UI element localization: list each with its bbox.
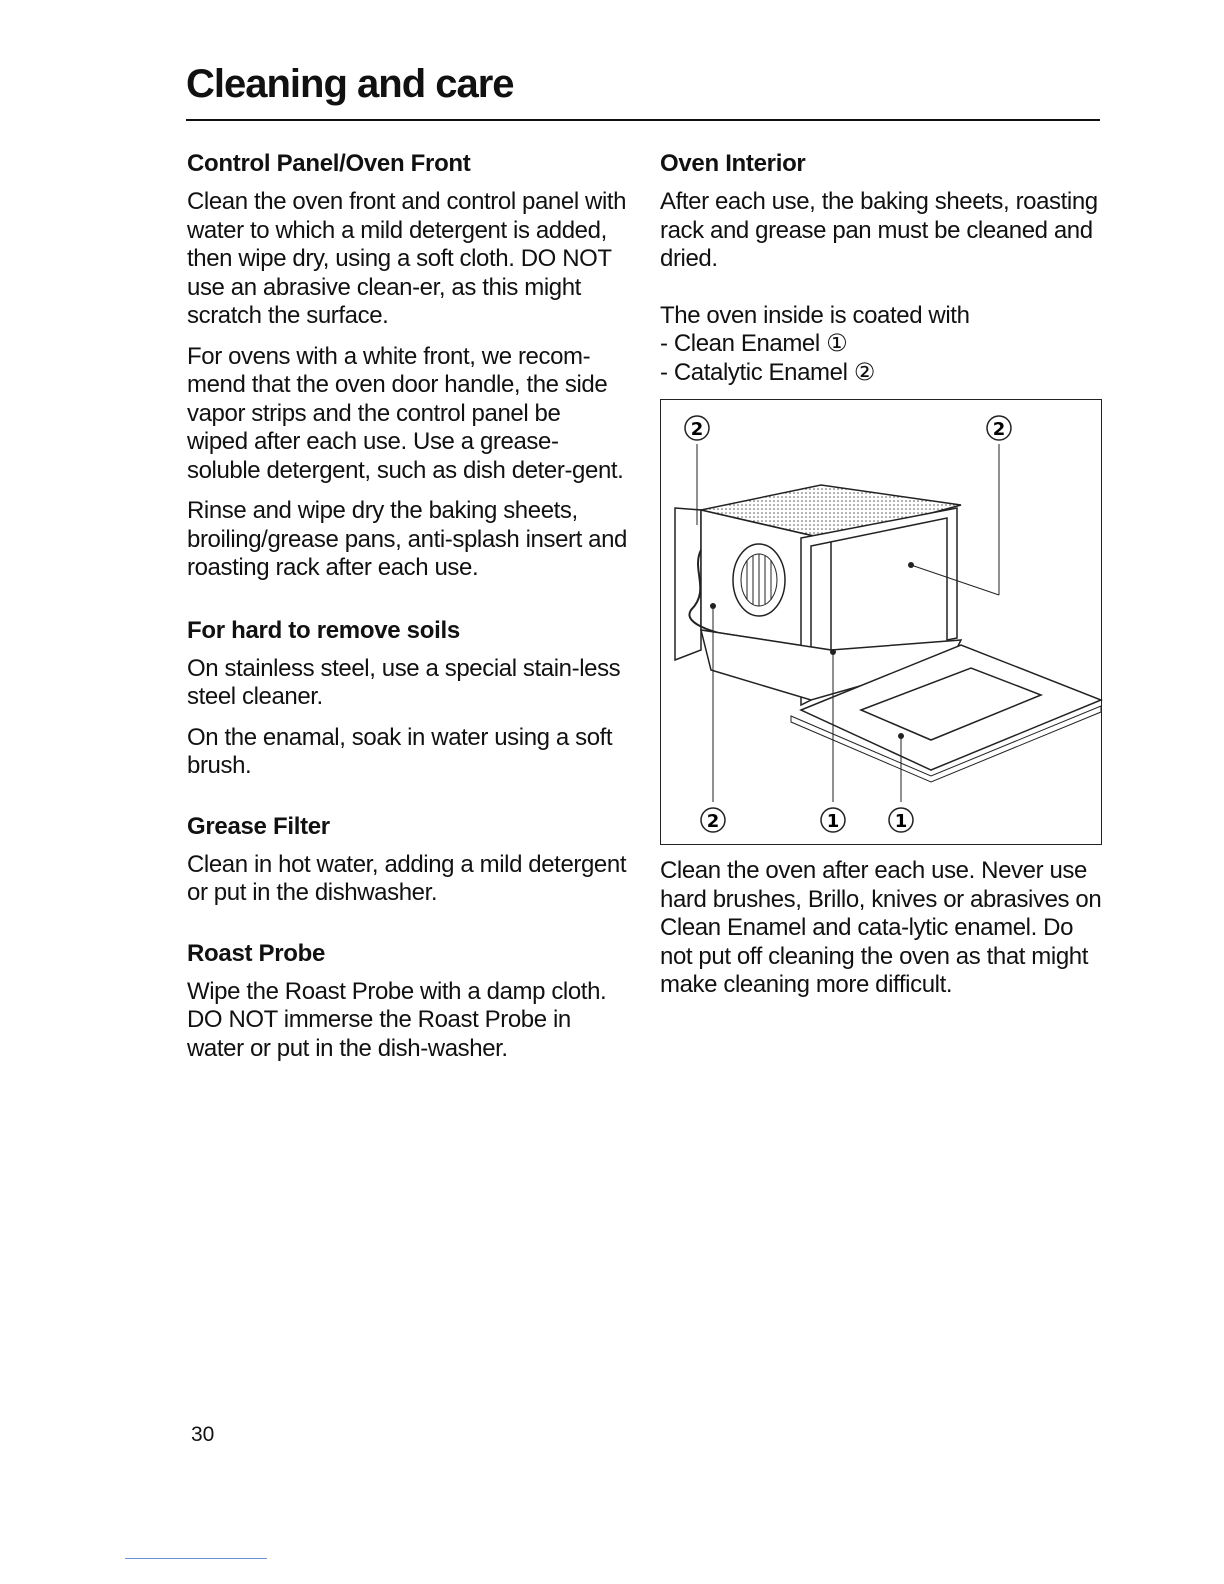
control-panel-paragraph-3: Rinse and wipe dry the baking sheets, broiling/grease pans, anti-splash insert and roasting rack after each use. (187, 497, 628, 581)
coating-item-catalytic-enamel: - Catalytic Enamel ② (660, 358, 875, 386)
callout-bottom-right (889, 808, 913, 832)
callout-top-right (987, 416, 1011, 440)
grease-filter-heading: Grease Filter (187, 812, 330, 840)
coating-intro: The oven inside is coated with (660, 301, 970, 329)
roast-probe-paragraph: Wipe the Roast Probe with a damp cloth. DO NOT immerse the Roast Probe in water or put in the dish-washer. (187, 977, 607, 1062)
oven-interior-paragraph-1: After each use, the baking sheets, roasting rack and grease pan must be cleaned and dried. (660, 188, 1098, 272)
right-column (660, 150, 1106, 1012)
page-title: Cleaning and care (186, 62, 514, 106)
left-column (187, 150, 627, 1075)
grease-filter-paragraph: Clean in hot water, adding a mild detergent or put in the dishwasher. (187, 850, 627, 906)
svg-text:2: 2 (690, 419, 704, 440)
fan-grille (733, 544, 785, 616)
svg-text:2: 2 (992, 419, 1006, 440)
hard-soils-heading: For hard to remove soils (187, 616, 460, 644)
hard-soils-paragraph-1: On stainless steel, use a special stain-less steel cleaner. (187, 654, 621, 710)
control-panel-heading: Control Panel/Oven Front (187, 150, 471, 177)
oven-left-wall (675, 508, 701, 660)
hard-soils-paragraph-2: On the enamal, soak in water using a soft brush. (187, 723, 613, 779)
roast-probe-heading: Roast Probe (187, 939, 326, 967)
callout-bottom-mid (821, 808, 845, 832)
control-panel-paragraph-2: For ovens with a white front, we recom-mend that the oven door handle, the side vapor strips and the control panel be wiped after each use. Use a grease-soluble detergent, such as dish deter-gent. (187, 342, 624, 484)
svg-text:1: 1 (894, 811, 908, 832)
control-panel-paragraph-1: Clean the oven front and control panel with water to which a mild detergent is added, then wipe dry, using a soft cloth. DO NOT use an abrasive clean-er, as this might scratch the surface. (187, 188, 627, 329)
coating-list (660, 330, 1106, 387)
oven-interior-diagram (660, 399, 1102, 845)
callout-top-left (685, 416, 709, 440)
callout-bottom-left (701, 808, 725, 832)
svg-text:2: 2 (706, 811, 720, 832)
title-rule (186, 119, 1100, 121)
coating-item-clean-enamel: - Clean Enamel ① (660, 330, 848, 357)
page-number: 30 (191, 1423, 215, 1446)
oven-interior-paragraph-2: Clean the oven after each use. Never use hard brushes, Brillo, knives or abrasives on Clean Enamel and cata-lytic enamel. Do not put off cleaning the oven as that might make cleaning more difficult. (660, 857, 1102, 998)
oven-interior-heading: Oven Interior (660, 150, 806, 177)
svg-text:1: 1 (826, 811, 840, 832)
oven-illustration (661, 400, 1103, 846)
bottom-line (125, 1558, 267, 1559)
